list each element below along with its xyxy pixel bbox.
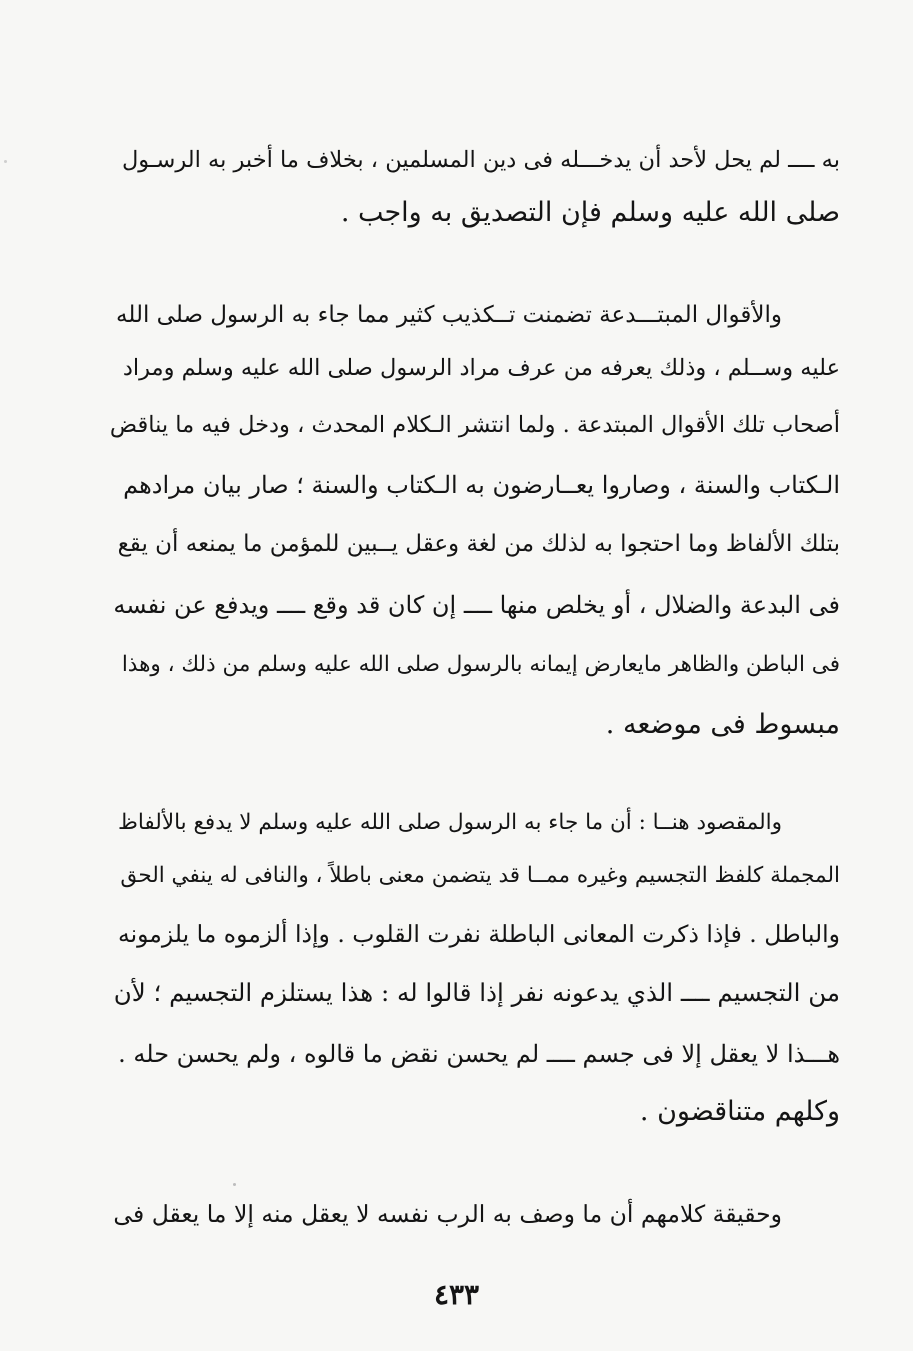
text-line: صلى الله عليه وسلم فإن التصديق به واجب . — [340, 197, 840, 228]
text-line: به ــــ لم يحل لأحد أن يدخـــله فى دين المسلمين ، بخلاف ما أخبر به الرسـول — [121, 147, 840, 173]
text-line: هـــذا لا يعقل إلا فى جسم ــــ لم يحسن نقض ما قالوه ، ولم يحسن حله . — [118, 1040, 840, 1068]
scan-speck — [233, 1183, 236, 1186]
text-line: مبسوط فى موضعه . — [605, 709, 840, 740]
text-line: وكلهم متناقضون . — [639, 1096, 840, 1127]
text-line: المجملة كلفظ التجسيم وغيره ممــا قد يتضمن معنى باطلاً ، والنافى له ينفي الحق — [120, 863, 840, 888]
text-line: عليه وســلم ، وذلك يعرفه من عرف مراد الرسول صلى الله عليه وسلم ومراد — [122, 355, 840, 381]
text-line: والباطل . فإذا ذكرت المعانى الباطلة نفرت القلوب . وإذا ألزموه ما يلزمونه — [117, 920, 840, 948]
text-line: وحقيقة كلامهم أن ما وصف به الرب نفسه لا يعقل منه إلا ما يعقل فى — [113, 1200, 782, 1228]
text-line: أصحاب تلك الأقوال المبتدعة . ولما انتشر الـكلام المحدث ، ودخل فيه ما يناقض — [110, 412, 840, 438]
text-line: الـكتاب والسنة ، وصاروا يعــارضون به الـكتاب والسنة ؛ صار بيان مرادهم — [123, 471, 840, 499]
page-number: ٤٣٣ — [433, 1278, 480, 1311]
text-line: بتلك الألفاظ وما احتجوا به لذلك من لغة وعقل يــبين للمؤمن ما يمنعه أن يقع — [117, 531, 840, 557]
text-line: والأقوال المبتـــدعة تضمنت تــكذيب كثير مما جاء به الرسول صلى الله — [116, 302, 782, 328]
text-line: من التجسيم ــــ الذي يدعونه نفر إذا قالوا له : هذا يستلزم التجسيم ؛ لأن — [113, 978, 840, 1007]
text-line: فى الباطن والظاهر مايعارض إيمانه بالرسول صلى الله عليه وسلم من ذلك ، وهذا — [121, 652, 840, 677]
scan-speck — [4, 160, 7, 163]
text-line: والمقصود هنــا : أن ما جاء به الرسول صلى الله عليه وسلم لا يدفع بالألفاظ — [117, 810, 782, 835]
text-line: فى البدعة والضلال ، أو يخلص منها ــــ إن كان قد وقع ــــ ويدفع عن نفسه — [113, 591, 840, 619]
